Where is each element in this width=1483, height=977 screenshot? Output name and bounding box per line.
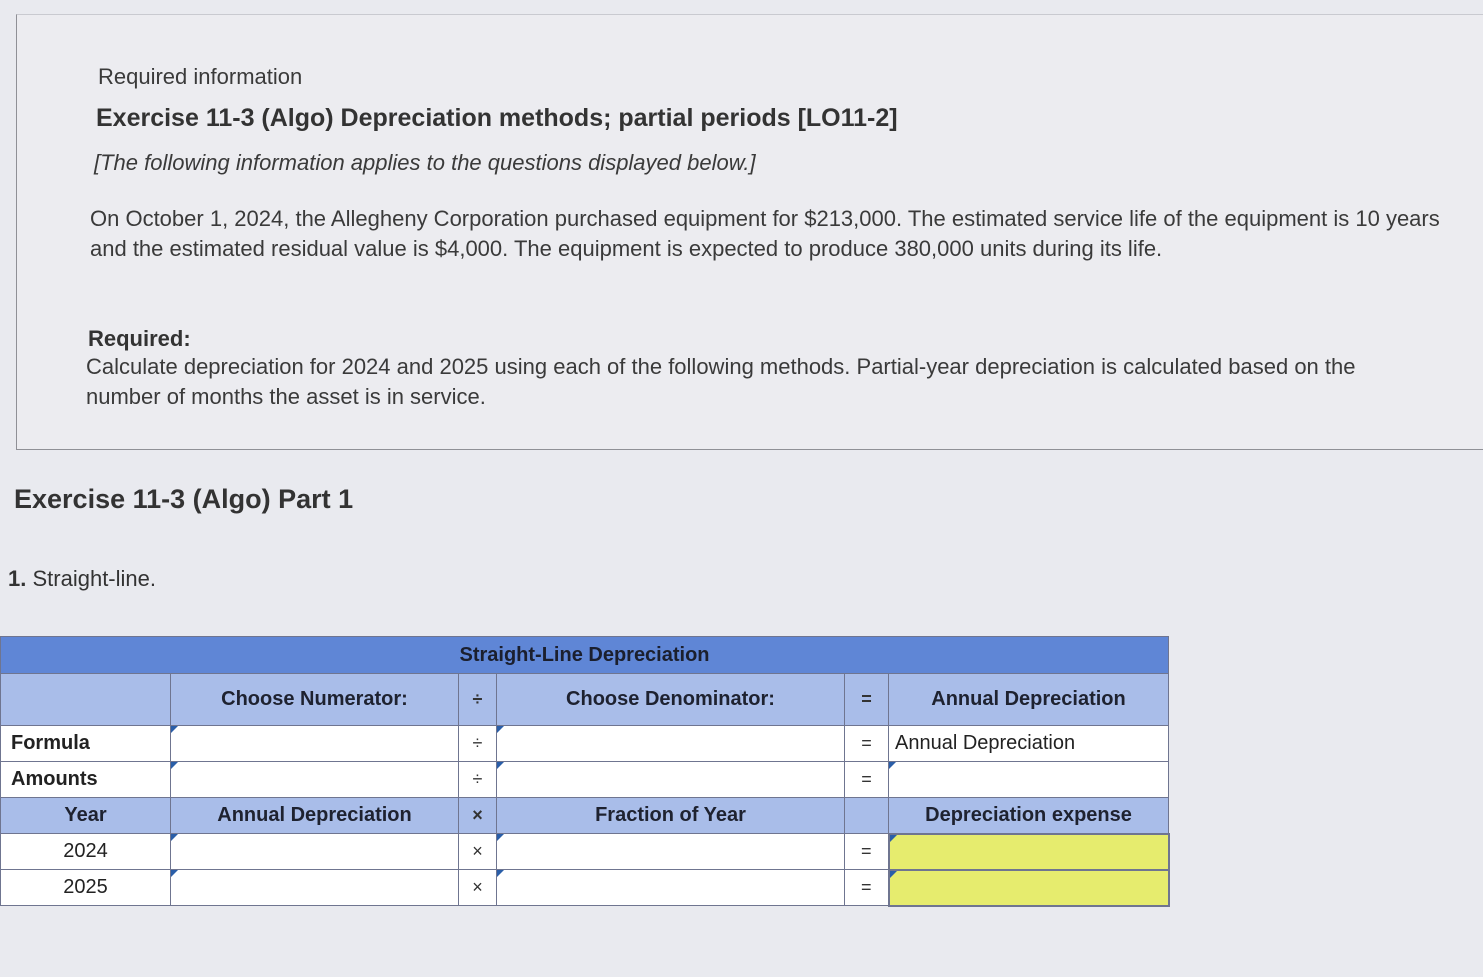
amounts-numerator-input[interactable] <box>171 762 458 797</box>
year-label-2025: 2025 <box>1 870 171 906</box>
header-annual-depreciation: Annual Depreciation <box>171 798 459 834</box>
amounts-row <box>1 762 1169 798</box>
year-row-2024 <box>1 834 1169 870</box>
question-text: Straight-line. <box>32 566 156 591</box>
header-year: Year <box>1 798 171 834</box>
annual-depreciation-field-2024[interactable] <box>171 834 459 870</box>
straight-line-table <box>0 636 1170 907</box>
question-number: 1. <box>8 566 27 591</box>
formula-result: Annual Depreciation <box>889 726 1169 762</box>
amounts-denominator-input[interactable] <box>497 762 844 797</box>
depreciation-expense-input-2024[interactable] <box>890 835 1168 869</box>
question-label <box>8 566 156 592</box>
header-denominator: Choose Denominator: <box>497 674 845 726</box>
header-fraction-of-year: Fraction of Year <box>497 798 845 834</box>
annual-depreciation-input-2024[interactable] <box>171 834 458 869</box>
amounts-label: Amounts <box>1 762 171 798</box>
header-blank-equals <box>845 798 889 834</box>
exercise-title: Exercise 11-3 (Algo) Depreciation methods; partial periods [LO11-2] <box>96 104 898 132</box>
amounts-result-field[interactable] <box>889 762 1169 798</box>
required-information-label: Required information <box>98 64 303 89</box>
formula-label: Formula <box>1 726 171 762</box>
header-equals-sign: = <box>845 674 889 726</box>
fraction-of-year-input-2025[interactable] <box>497 870 844 905</box>
times-sign-2024: × <box>459 834 497 870</box>
fraction-of-year-field-2024[interactable] <box>497 834 845 870</box>
header-result: Annual Depreciation <box>889 674 1169 726</box>
header-blank <box>1 674 171 726</box>
formula-numerator-dropdown[interactable] <box>171 726 459 762</box>
depreciation-expense-2025[interactable] <box>889 870 1169 906</box>
required-text: Calculate depreciation for 2024 and 2025 using each of the following methods. Partial-year depreciation is calculated based on the number of months the asset is in service. <box>86 354 1356 409</box>
equals-sign-2025: = <box>845 870 889 906</box>
amounts-denominator-field[interactable] <box>497 762 845 798</box>
part-title: Exercise 11-3 (Algo) Part 1 <box>14 484 354 514</box>
depreciation-expense-2024[interactable] <box>889 834 1169 870</box>
formula-divide-sign: ÷ <box>459 726 497 762</box>
amounts-result-input[interactable] <box>889 762 1168 797</box>
times-sign-2025: × <box>459 870 497 906</box>
year-row-2025 <box>1 870 1169 906</box>
formula-denominator-input[interactable] <box>497 726 844 761</box>
formula-denominator-dropdown[interactable] <box>497 726 845 762</box>
header-divide-sign: ÷ <box>459 674 497 726</box>
info-note: [The following information applies to the questions displayed below.] <box>94 150 756 175</box>
annual-depreciation-input-2025[interactable] <box>171 870 458 905</box>
problem-text: On October 1, 2024, the Allegheny Corporation purchased equipment for $213,000. The estimated service life of the equipment is 10 years and the estimated residual value is $4,000. The equipment is expected to produce 380,000 units during its life. <box>90 206 1440 261</box>
formula-numerator-input[interactable] <box>171 726 458 761</box>
amounts-numerator-field[interactable] <box>171 762 459 798</box>
equals-sign-2024: = <box>845 834 889 870</box>
header-times-sign: × <box>459 798 497 834</box>
header-numerator: Choose Numerator: <box>171 674 459 726</box>
formula-row <box>1 726 1169 762</box>
annual-depreciation-field-2025[interactable] <box>171 870 459 906</box>
table-title: Straight-Line Depreciation <box>1 637 1169 674</box>
depreciation-expense-input-2025[interactable] <box>890 871 1168 905</box>
formula-equals-sign: = <box>845 726 889 762</box>
amounts-equals-sign: = <box>845 762 889 798</box>
fraction-of-year-field-2025[interactable] <box>497 870 845 906</box>
amounts-divide-sign: ÷ <box>459 762 497 798</box>
fraction-of-year-input-2024[interactable] <box>497 834 844 869</box>
year-label-2024: 2024 <box>1 834 171 870</box>
header-depreciation-expense: Depreciation expense <box>889 798 1169 834</box>
required-label: Required: <box>88 326 191 351</box>
